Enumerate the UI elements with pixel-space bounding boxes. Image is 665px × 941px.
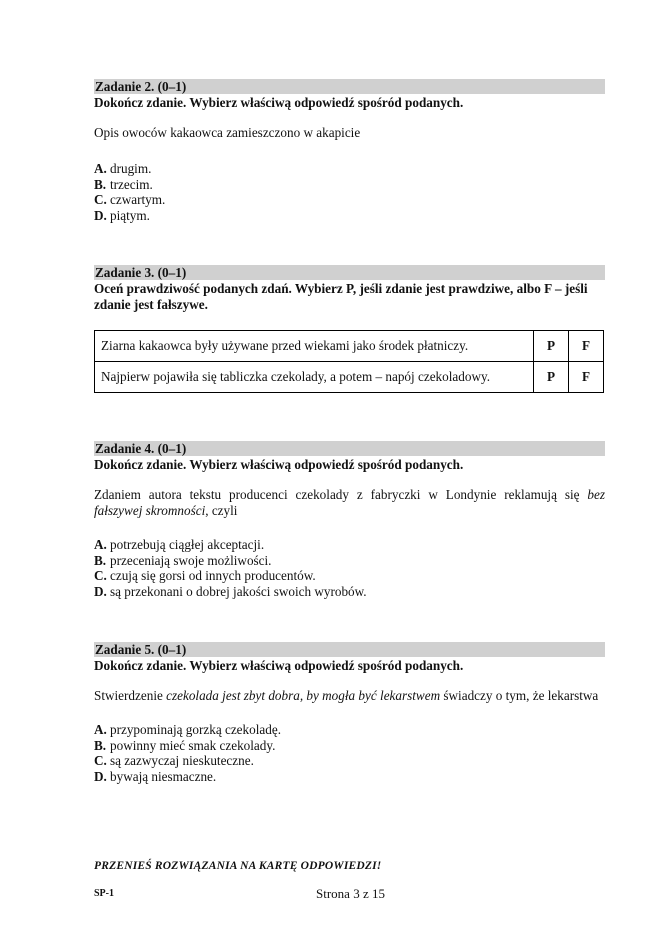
table-row: [95, 331, 604, 362]
option-c[interactable]: C. czują się gorsi od innych producentów.: [94, 568, 316, 583]
task-instruction: Oceń prawdziwość podanych zdań. Wybierz P, jeśli zdanie jest prawdziwe, albo F – jeśli zdanie jest fałszywe.: [94, 281, 588, 312]
option-a[interactable]: A. potrzebują ciągłej akceptacji.: [94, 537, 265, 552]
answer-f[interactable]: F: [569, 362, 604, 393]
task-stem: Stwierdzenie czekolada jest zbyt dobra, by mogła być lekarstwem świadczy o tym, że lekarstwa: [94, 688, 599, 703]
page-number: Strona 3 z 15: [316, 886, 385, 901]
answer-options: [94, 537, 605, 599]
option-c[interactable]: C. są zazwyczaj nieskuteczne.: [94, 753, 254, 768]
option-d[interactable]: D. piątym.: [94, 207, 150, 223]
true-false-table: [94, 330, 604, 393]
task-3: [94, 265, 605, 393]
option-a[interactable]: A. drugim.: [94, 161, 152, 176]
option-d[interactable]: D. są przekonani o dobrej jakości swoich wyrobów.: [94, 583, 367, 599]
task-stem: Opis owoców kakaowca zamieszczono w akapicie: [94, 125, 361, 140]
statement-text: Ziarna kakaowca były używane przed wiekami jako środek płatniczy.: [95, 331, 534, 362]
task-header: Zadanie 4. (0–1): [94, 441, 605, 456]
exam-code: SP-1: [94, 888, 114, 899]
option-b[interactable]: B. przeceniają swoje możliwości.: [94, 552, 272, 568]
statement-text: Najpierw pojawiła się tabliczka czekolady, a potem – napój czekoladowy.: [95, 362, 534, 393]
table-row: [95, 362, 604, 393]
option-b[interactable]: B. powinny mieć smak czekolady.: [94, 737, 276, 753]
option-d[interactable]: D. bywają niesmaczne.: [94, 768, 217, 784]
answer-f[interactable]: F: [569, 331, 604, 362]
task-4: [94, 441, 605, 599]
task-stem: Zdaniem autora tekstu producenci czekolady z fabryczki w Londynie reklamują się bez fałszywej skromności, czyli: [94, 487, 605, 518]
task-instruction: Dokończ zdanie. Wybierz właściwą odpowiedź spośród podanych.: [94, 95, 464, 110]
task-2: [94, 79, 605, 223]
task-header: Zadanie 5. (0–1): [94, 642, 605, 657]
task-instruction: Dokończ zdanie. Wybierz właściwą odpowiedź spośród podanych.: [94, 658, 464, 673]
task-header: Zadanie 2. (0–1): [94, 79, 605, 94]
task-5: [94, 642, 605, 784]
option-b[interactable]: B. trzecim.: [94, 176, 153, 192]
task-instruction: Dokończ zdanie. Wybierz właściwą odpowiedź spośród podanych.: [94, 457, 464, 472]
answer-p[interactable]: P: [534, 362, 569, 393]
option-c[interactable]: C. czwartym.: [94, 192, 166, 207]
answer-options: [94, 722, 605, 784]
answer-options: [94, 161, 605, 223]
option-a[interactable]: A. przypominają gorzką czekoladę.: [94, 722, 281, 737]
transfer-answers-note: PRZENIEŚ ROZWIĄZANIA NA KARTĘ ODPOWIEDZI!: [94, 860, 382, 872]
task-header: Zadanie 3. (0–1): [94, 265, 605, 280]
answer-p[interactable]: P: [534, 331, 569, 362]
